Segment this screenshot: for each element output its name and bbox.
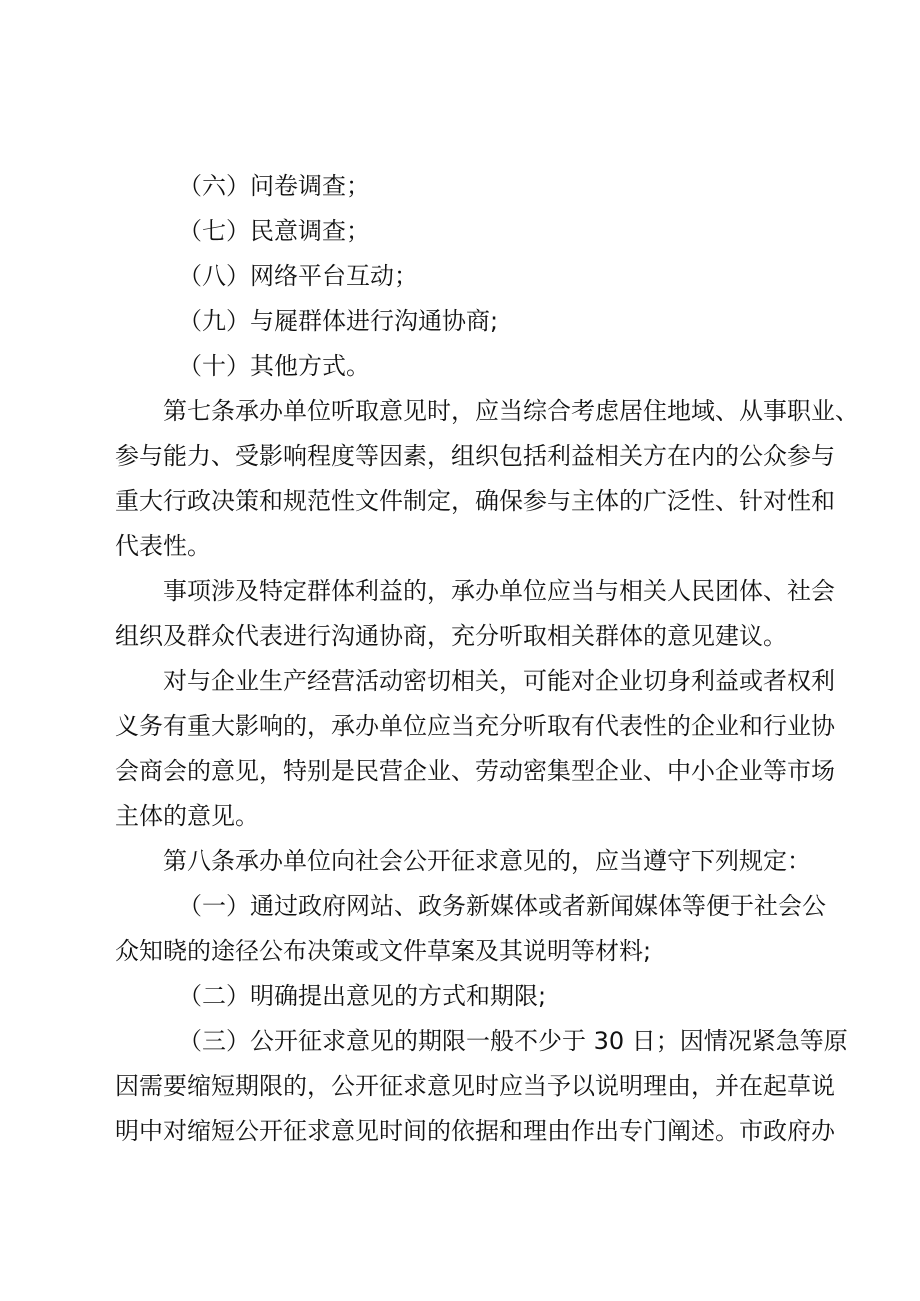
article-8-item-1-line: 众知晓的途径公布决策或文件草案及其说明等材料; bbox=[115, 937, 652, 965]
article-8-item-2: （二）明确提出意见的方式和期限; bbox=[178, 982, 547, 1010]
article-8-intro: 第八条承办单位向社会公开征求意见的，应当遵守下列规定： bbox=[163, 847, 811, 875]
list-item: （七）民意调查； bbox=[178, 217, 370, 245]
article-8-item-1-line: （一）通过政府网站、政务新媒体或者新闻媒体等便于社会公 bbox=[178, 892, 826, 920]
article-8-item-3-line: 明中对缩短公开征求意见时间的依据和理由作出专门阐述。市政府办 bbox=[115, 1117, 835, 1145]
article-7-line: 代表性。 bbox=[115, 532, 211, 560]
enterprise-paragraph-line: 义务有重大影响的，承办单位应当充分听取有代表性的企业和行业协 bbox=[115, 712, 835, 740]
article-7-line: 参与能力、受影响程度等因素，组织包括利益相关方在内的公众参与 bbox=[115, 442, 835, 470]
enterprise-paragraph-line: 对与企业生产经营活动密切相关，可能对企业切身利益或者权利 bbox=[163, 667, 835, 695]
list-item: （六）问卷调查； bbox=[178, 172, 370, 200]
article-7-line: 第七条承办单位听取意见时，应当综合考虑居住地域、从事职业、 bbox=[163, 397, 859, 425]
list-item: （九）与屣群体进行沟通协商; bbox=[178, 307, 499, 335]
list-item: （八）网络平台互动； bbox=[178, 262, 418, 290]
article-7-line: 重大行政决策和规范性文件制定，确保参与主体的广泛性、针对性和 bbox=[115, 487, 835, 515]
article-8-item-3-line: 因需要缩短期限的，公开征求意见时应当予以说明理由，并在起草说 bbox=[115, 1072, 835, 1100]
list-item: （十）其他方式。 bbox=[178, 352, 370, 380]
article-8-item-3-line: （三）公开征求意见的期限一般不少于 30 日；因情况紧急等原 bbox=[178, 1027, 848, 1055]
enterprise-paragraph-line: 会商会的意见，特别是民营企业、劳动密集型企业、中小企业等市场 bbox=[115, 757, 835, 785]
groups-paragraph-line: 组织及群众代表进行沟通协商，充分听取相关群体的意见建议。 bbox=[115, 622, 787, 650]
groups-paragraph-line: 事项涉及特定群体利益的，承办单位应当与相关人民团体、社会 bbox=[163, 577, 835, 605]
enterprise-paragraph-line: 主体的意见。 bbox=[115, 802, 259, 830]
